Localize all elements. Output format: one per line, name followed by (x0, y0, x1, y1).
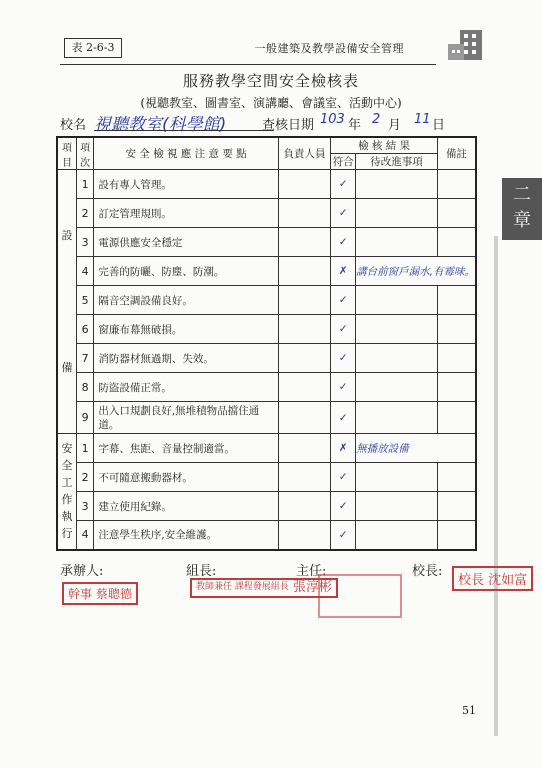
row-todo (356, 286, 438, 315)
row-ok-mark: ✗ (331, 257, 356, 286)
row-remark (437, 521, 476, 550)
row-text: 完善的防曬、防塵、防潮。 (94, 257, 278, 286)
row-text: 出入口規劃良好,無堆積物品擋住通道。 (94, 402, 278, 434)
row-remark (437, 402, 476, 434)
row-text: 建立使用紀錄。 (94, 492, 278, 521)
director-label: 主任: (296, 564, 327, 579)
day-value: 11 (414, 112, 431, 127)
row-text: 窗廉布幕無破損。 (94, 315, 278, 344)
row-remark (437, 315, 476, 344)
row-todo: 無播放設備 (356, 434, 476, 463)
row-remark (437, 344, 476, 373)
table-row (57, 199, 476, 228)
row-number: 3 (76, 228, 93, 257)
side-bar (494, 236, 498, 736)
row-number: 5 (76, 286, 93, 315)
row-person (278, 463, 330, 492)
row-number: 6 (76, 315, 93, 344)
table-row (57, 286, 476, 315)
row-remark (437, 286, 476, 315)
row-text: 消防器材無過期、失效。 (94, 344, 278, 373)
row-person (278, 373, 330, 402)
row-person (278, 257, 330, 286)
row-ok-mark: ✓ (331, 228, 356, 257)
row-person (278, 402, 330, 434)
row-todo (356, 170, 438, 199)
row-ok-mark: ✓ (331, 373, 356, 402)
table-row (57, 373, 476, 402)
header-person: 負責人員 (278, 137, 330, 170)
row-ok-mark: ✓ (331, 315, 356, 344)
row-number: 2 (76, 463, 93, 492)
row-person (278, 199, 330, 228)
year-label: 年 (348, 118, 362, 133)
leader-stamp (190, 578, 338, 598)
month-value: 2 (372, 112, 381, 127)
row-ok-mark: ✓ (331, 286, 356, 315)
director-stamp (318, 574, 402, 618)
leader-label: 組長: (186, 564, 217, 579)
row-remark (437, 373, 476, 402)
table-row (57, 170, 476, 199)
row-text: 字幕、焦距、音量控制適當。 (94, 434, 278, 463)
chapter-tab (502, 178, 542, 240)
table-row (57, 521, 476, 550)
running-title: 一般建築及教學設備安全管理 (254, 42, 404, 55)
school-underline (94, 130, 274, 131)
row-text: 注意學生秩序,安全維護。 (94, 521, 278, 550)
school-label: 校名 (60, 118, 87, 133)
header-points: 安 全 檢 視 應 注 意 要 點 (94, 137, 278, 170)
date-label: 查核日期 (262, 118, 315, 133)
row-number: 9 (76, 402, 93, 434)
row-todo (356, 492, 438, 521)
row-number: 1 (76, 170, 93, 199)
row-person (278, 492, 330, 521)
row-ok-mark: ✓ (331, 402, 356, 434)
row-number: 8 (76, 373, 93, 402)
school-row (58, 110, 448, 134)
header-ok: 符合 (331, 154, 356, 170)
row-todo (356, 463, 438, 492)
row-text: 不可隨意搬動器材。 (94, 463, 278, 492)
handler-label: 承辦人: (60, 564, 104, 579)
row-remark (437, 228, 476, 257)
row-todo (356, 521, 438, 550)
row-todo (356, 228, 438, 257)
row-number: 1 (76, 434, 93, 463)
chapter-tab-word: 章 (513, 210, 531, 231)
row-todo (356, 315, 438, 344)
row-person (278, 434, 330, 463)
row-number: 4 (76, 257, 93, 286)
header-remark: 備註 (437, 137, 476, 170)
row-text: 隔音空調設備良好。 (94, 286, 278, 315)
table-code: 表 2-6-3 (64, 38, 122, 58)
checklist-table (56, 136, 477, 551)
row-todo: 講台前窗戶漏水,有霉味。 (356, 257, 476, 286)
row-number: 2 (76, 199, 93, 228)
row-person (278, 344, 330, 373)
day-label: 日 (432, 118, 446, 133)
school-value: 視聽教室(科學館) (94, 115, 227, 135)
row-remark (437, 199, 476, 228)
row-todo (356, 344, 438, 373)
table-row (57, 402, 476, 434)
row-number: 7 (76, 344, 93, 373)
form-subtitle: (視聽教室、圖書室、演講廳、會議室、活動中心) (140, 96, 402, 110)
table-row (57, 434, 476, 463)
school-building-icon (446, 24, 486, 62)
row-person (278, 170, 330, 199)
row-todo (356, 373, 438, 402)
row-remark (437, 170, 476, 199)
table-row (57, 492, 476, 521)
principal-stamp: 校長 沈如富 (452, 566, 533, 591)
row-person (278, 286, 330, 315)
table-row (57, 257, 476, 286)
leader-stamp-title: 教師兼任 課程發展組長 (196, 582, 289, 592)
row-todo (356, 402, 438, 434)
row-remark (437, 492, 476, 521)
row-text: 訂定管理規則。 (94, 199, 278, 228)
header-index: 項次 (76, 137, 93, 170)
table-row (57, 228, 476, 257)
month-label: 月 (388, 118, 402, 133)
row-person (278, 521, 330, 550)
group-safety-label: 安 全 工 作 執 行 (57, 434, 76, 550)
row-remark (437, 463, 476, 492)
principal-label: 校長: (412, 564, 443, 579)
table-row (57, 315, 476, 344)
year-value: 103 (320, 112, 345, 127)
leader-stamp-name: 張淳彬 (292, 580, 332, 595)
row-number: 3 (76, 492, 93, 521)
page-number: 51 (462, 704, 476, 717)
handler-stamp: 幹事 蔡聰德 (62, 582, 138, 605)
row-ok-mark: ✗ (331, 434, 356, 463)
row-ok-mark: ✓ (331, 199, 356, 228)
row-person (278, 228, 330, 257)
chapter-tab-number: 二 (513, 184, 531, 205)
table-row (57, 344, 476, 373)
row-number: 4 (76, 521, 93, 550)
row-text: 電源供應安全穩定 (94, 228, 278, 257)
header-result: 檢 核 結 果 (331, 137, 438, 154)
row-text: 防盜設備正常。 (94, 373, 278, 402)
row-ok-mark: ✓ (331, 463, 356, 492)
header-category: 項目 (57, 137, 76, 170)
header-rule (60, 64, 436, 65)
row-ok-mark: ✓ (331, 492, 356, 521)
row-ok-mark: ✓ (331, 521, 356, 550)
table-row (57, 463, 476, 492)
row-text: 設有專人管理。 (94, 170, 278, 199)
group-equipment-label: 設 備 (57, 170, 76, 434)
form-title: 服務教學空間安全檢核表 (182, 72, 359, 90)
row-ok-mark: ✓ (331, 344, 356, 373)
row-ok-mark: ✓ (331, 170, 356, 199)
header-todo: 待改進事項 (356, 154, 438, 170)
row-person (278, 315, 330, 344)
row-todo (356, 199, 438, 228)
